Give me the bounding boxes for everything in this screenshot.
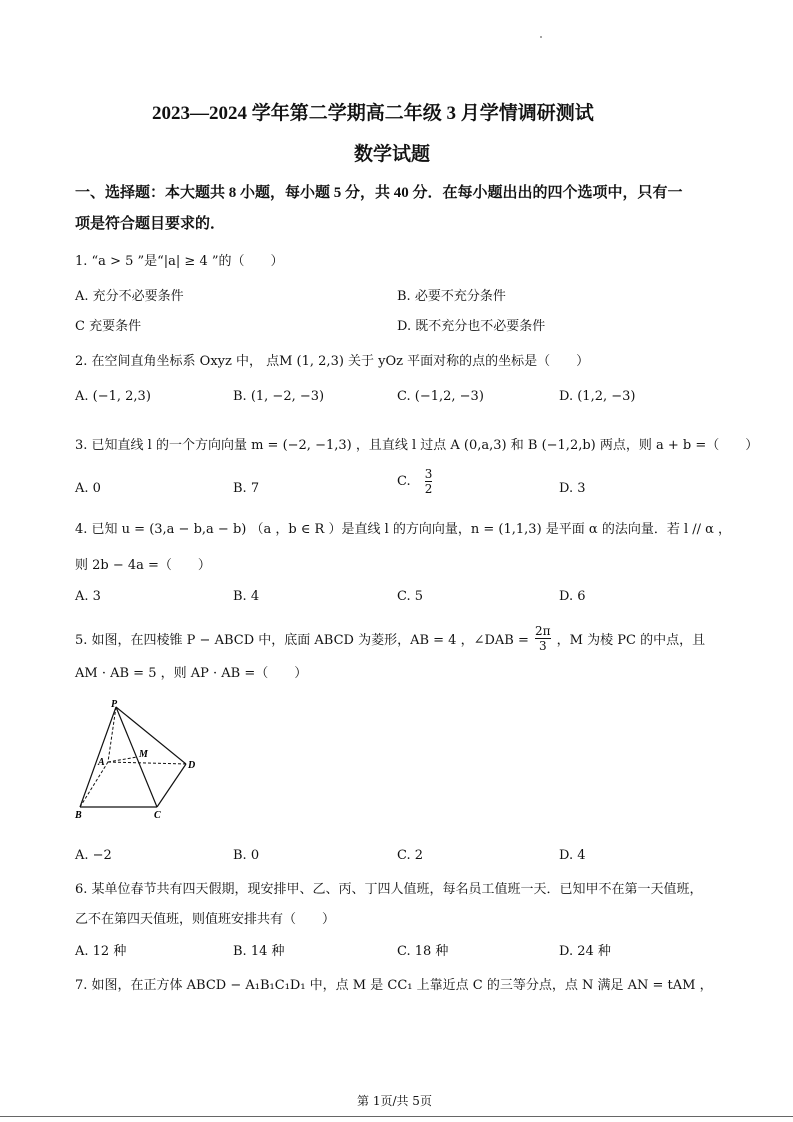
edge-CD: [157, 764, 186, 807]
label-P: P: [111, 699, 118, 710]
question-3-option-d: D. 3: [559, 481, 586, 496]
pyramid-figure: [70, 696, 205, 824]
segment-AM-hidden: [108, 757, 137, 762]
question-6-option-b: B. 14 种: [233, 944, 285, 959]
label-D: D: [188, 760, 196, 771]
angle-fraction: [535, 625, 551, 652]
three-halves-fraction: [425, 468, 433, 495]
question-6-option-a: A. 12 种: [75, 944, 127, 959]
question-1-option-b: B. 必要不充分条件: [397, 289, 506, 304]
question-3-option-c-label: C.: [397, 474, 411, 489]
label-B: B: [75, 810, 82, 821]
bottom-rule: [0, 1116, 793, 1117]
label-C: C: [154, 810, 161, 821]
question-2-option-c: C. (−1,2, −3): [397, 389, 484, 404]
question-1-option-a: A. 充分不必要条件: [75, 289, 184, 304]
question-2-stem: 2. 在空间直角坐标系 Oxyz 中， 点M (1, 2,3) 关于 yOz 平面对称的点的坐标是（ ）: [75, 354, 590, 369]
question-2-option-a: A. (−1, 2,3): [75, 389, 151, 404]
question-7-stem: 7. 如图，在正方体 ABCD − A₁B₁C₁D₁ 中，点 M 是 CC₁ 上靠近点 C 的三等分点，点 N 满足 AN = tAM ，: [75, 978, 713, 993]
question-4-option-b: B. 4: [233, 589, 260, 604]
question-5-stem-part-b: ，M 为棱 PC 的中点，且: [556, 633, 706, 648]
question-6-stem-line1: 6. 某单位春节共有四天假期，现安排甲、乙、丙、丁四人值班，每名员工值班一天．已知甲不在第一天值班，: [75, 882, 703, 897]
question-5-option-a: A. −2: [75, 848, 112, 863]
question-6-stem-line2: 乙不在第四天值班，则值班安排共有（ ）: [75, 912, 336, 927]
edge-PC: [116, 707, 157, 807]
fraction-numerator: 3: [424, 467, 433, 481]
angle-fraction-numerator: 2π: [535, 624, 551, 638]
question-1-stem: 1. “a > 5 ”是“|a| ≥ 4 ”的（ ）: [75, 254, 284, 269]
question-5-stem-line1: [75, 625, 705, 652]
question-2-option-d: D. (1,2, −3): [559, 389, 636, 404]
angle-fraction-denominator: 3: [538, 639, 547, 653]
question-6-option-c: C. 18 种: [397, 944, 449, 959]
scan-speck: [540, 36, 542, 38]
edge-PA-hidden: [108, 707, 116, 762]
question-5-option-c: C. 2: [397, 848, 424, 863]
question-2-option-b: B. (1, −2, −3): [233, 389, 325, 404]
question-5-option-d: D. 4: [559, 848, 586, 863]
question-5-stem-line2: AM · AB = 5 ，则 AP · AB =（ ）: [75, 666, 308, 681]
fraction-denominator: 2: [424, 482, 433, 496]
section-heading-line1: 一、选择题：本大题共 8 小题，每小题 5 分，共 40 分．在每小题出出的四个选项中，只有一: [75, 185, 683, 201]
question-5-option-b: B. 0: [233, 848, 260, 863]
question-3-option-b: B. 7: [233, 481, 260, 496]
page-number: 第 1页/共 5页: [357, 1094, 432, 1108]
question-3-stem: 3. 已知直线 l 的一个方向向量 m = (−2, −1,3) ，且直线 l 过点 A (0,a,3) 和 B (−1,2,b) 两点，则 a + b =（ ）: [75, 438, 759, 453]
edge-AD-hidden: [108, 762, 186, 764]
question-4-option-c: C. 5: [397, 589, 424, 604]
question-1-option-d: D. 既不充分也不必要条件: [397, 319, 546, 334]
section-heading-line2: 项是符合题目要求的．: [75, 216, 226, 232]
exam-subtitle: 数学试题: [354, 144, 431, 165]
label-A: A: [98, 757, 105, 768]
question-4-option-a: A. 3: [75, 589, 101, 604]
label-M: M: [139, 749, 148, 760]
question-4-stem-line1: 4. 已知 u = (3,a − b,a − b) （a ，b ∈ R ）是直线 l 的方向向量，n = (1,1,3) 是平面 α 的法向量．若 l // α ，: [75, 522, 732, 537]
exam-title: 2023—2024 学年第二学期高二年级 3 月学情调研测试: [152, 103, 594, 124]
question-5-stem-part-a: 5. 如图，在四棱锥 P − ABCD 中，底面 ABCD 为菱形，AB = 4 ，∠DAB =: [75, 633, 529, 648]
question-4-stem-line2: 则 2b − 4a =（ ）: [75, 558, 211, 573]
question-3-option-c: [397, 468, 432, 495]
question-4-option-d: D. 6: [559, 589, 586, 604]
edge-PD: [116, 707, 186, 764]
question-1-option-c: C 充要条件: [75, 319, 142, 334]
question-6-option-d: D. 24 种: [559, 944, 611, 959]
question-3-option-a: A. 0: [75, 481, 101, 496]
